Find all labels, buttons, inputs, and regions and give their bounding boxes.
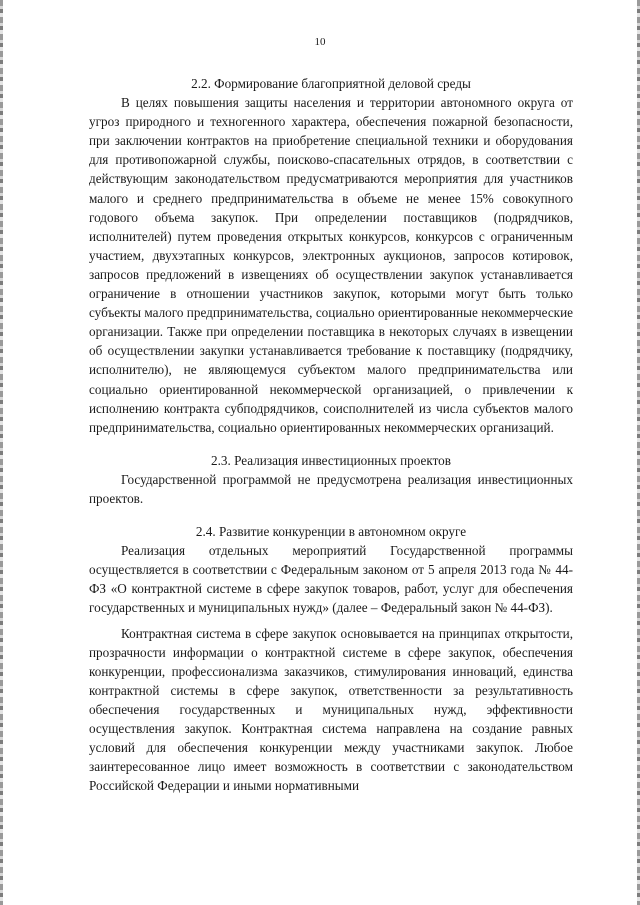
section-heading: 2.2. Формирование благоприятной деловой среды: [191, 76, 471, 91]
paragraph: Контрактная система в сфере закупок основывается на принципах открытости, прозрачности информации о контрактной системе в сфере закупок, обеспечения конкуренции, профессионализма заказчиков, стимулирования инноваций, единства контрактной системы в сфере закупок, ответственности за результативность обеспечения государственных и муниципальных нужд, эффективности осуществления закупок. Контрактная система направлена на создание равных условий для обеспечения конкуренции между участниками закупок. Любое заинтересованное лицо имеет возможность в соответствии с законодательством Российской Федерации и иными нормативными: [89, 625, 573, 794]
document-body: [89, 74, 573, 795]
page-number: 10: [314, 36, 326, 48]
spacer: [89, 437, 573, 451]
paragraph: Реализация отдельных мероприятий Государственной программы осуществляется в соответствии с Федеральным законом от 5 апреля 2013 года № 44-ФЗ «О контрактной системе в сфере закупок товаров, работ, услуг для обеспечения государственных и муниципальных нужд» (далее – Федеральный закон № 44-ФЗ).: [89, 543, 573, 616]
paragraph: В целях повышения защиты населения и территории автономного округа от угроз природного и техногенного характера, обеспечения пожарной безопасности, при заключении контрактов на приобретение специальной техники и оборудования для противопожарной службы, поисково-спасательных отрядов, в соответствии с действующим законодательством предусматриваются мероприятия для участников малого и среднего предпринимательства в объеме не менее 15% совокупного годового объема закупок. При определении поставщиков (подрядчиков, исполнителей) путем проведения открытых конкурсов, конкурсов с ограниченным участием, двухэтапных конкурсов, электронных аукционов, запросов котировок, запросов предложений в извещениях об осуществлении закупок устанавливается ограничение в отношении участников закупок, которыми могут быть только субъекты малого предпринимательства, социально ориентированные некоммерческие организации. Также при определении поставщика в некоторых случаях в извещении об осуществлении закупки устанавливается требование к поставщику (подрядчику, исполнителю), не являющемуся субъектом малого предпринимательства или социально ориентированной некоммерческой организацией, о привлечении к исполнению контракта субподрядчиков, соисполнителей из числа субъектов малого предпринимательства, социально ориентированных некоммерческих организаций.: [89, 95, 573, 435]
section-2-3: [89, 451, 573, 508]
scan-edge-left: [0, 0, 3, 905]
section-2-4: [89, 522, 573, 795]
section-heading: 2.3. Реализация инвестиционных проектов: [211, 452, 451, 468]
section-heading: 2.4. Развитие конкуренции в автономном округе: [195, 524, 467, 540]
spacer: [89, 508, 573, 522]
section-2-2: [89, 74, 573, 437]
paragraph: Государственной программой не предусмотрена реализация инвестиционных проектов.: [89, 471, 573, 506]
